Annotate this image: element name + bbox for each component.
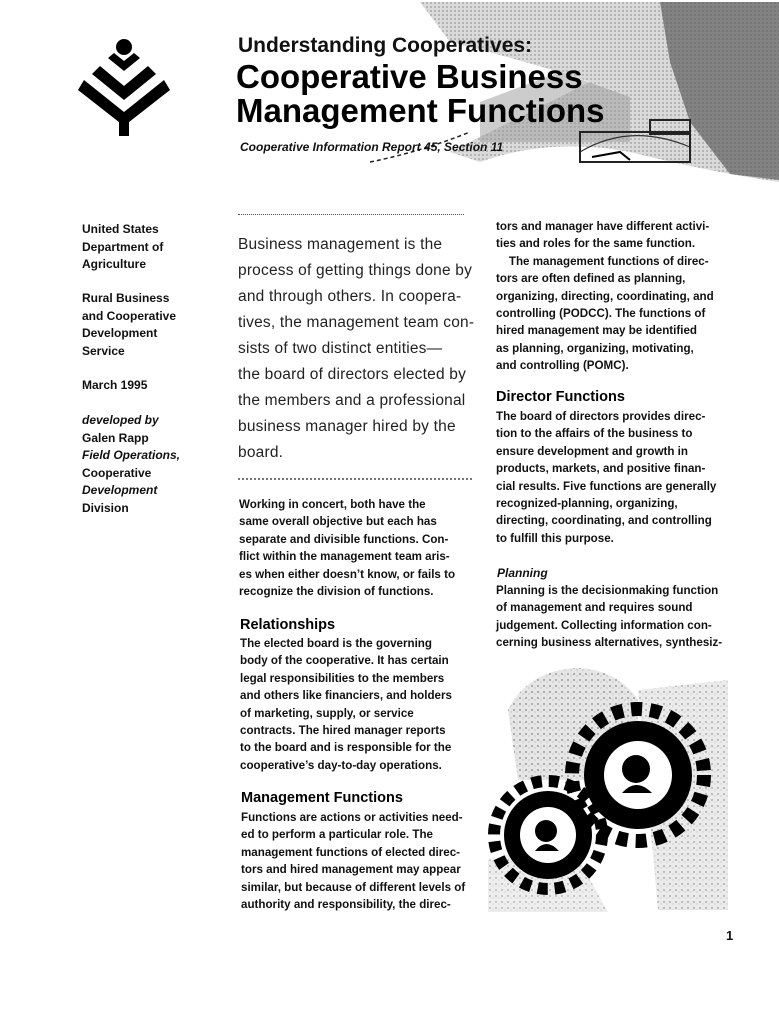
- concert-paragraph: [239, 496, 455, 600]
- title-line-1: Cooperative Business: [236, 58, 583, 95]
- body-line: tors and hired management may appear: [241, 863, 461, 877]
- body-line: products, markets, and positive finan-: [496, 462, 706, 476]
- report-series-title: Understanding Cooperatives:: [238, 34, 533, 57]
- body-line: recognized-planning, organizing,: [496, 497, 678, 511]
- body-line: The management functions of direc-: [496, 254, 709, 268]
- body-line: separate and divisible functions. Con-: [239, 532, 449, 546]
- agency-line: Agriculture: [82, 257, 147, 271]
- body-line: es when either doesn’t know, or fails to: [239, 567, 456, 581]
- body-line: legal responsibilities to the members: [240, 671, 445, 685]
- body-line: contracts. The hired manager reports: [240, 724, 446, 738]
- agency-block: [82, 221, 212, 274]
- intro-line: the board of directors elected by: [238, 366, 467, 383]
- body-line: management functions of elected direc-: [241, 845, 461, 859]
- body-line: cial results. Five functions are generally: [496, 479, 717, 493]
- usda-logo-icon: [78, 38, 170, 138]
- intro-paragraph: [238, 232, 475, 466]
- body-line: The elected board is the governing: [240, 637, 432, 650]
- service-line: Service: [82, 343, 125, 358]
- body-line: directing, coordinating, and controlling: [496, 514, 712, 528]
- intro-line: business manager hired by the: [238, 418, 456, 435]
- author-name: Galen Rapp: [82, 430, 149, 445]
- body-line: tors and manager have different activi-: [496, 220, 710, 233]
- body-line: tion to the affairs of the business to: [496, 427, 693, 441]
- body-line: of marketing, supply, or service: [240, 706, 414, 720]
- body-line: ed to perform a particular role. The: [241, 828, 433, 842]
- relationships-paragraph: [240, 635, 452, 774]
- body-line: cooperative’s day-to-day operations.: [240, 758, 442, 772]
- intro-line: the members and a professional: [238, 392, 466, 409]
- director-functions-paragraph: [496, 408, 716, 547]
- body-line: recognize the division of functions.: [239, 585, 434, 599]
- service-line: Development: [82, 326, 158, 340]
- director-functions-heading: Director Functions: [496, 389, 625, 405]
- page-title: [236, 60, 605, 128]
- body-line: to fulfill this purpose.: [496, 531, 614, 545]
- body-line: and controlling (POMC).: [496, 359, 629, 373]
- planning-paragraph: [496, 582, 722, 652]
- body-line: Planning is the decisionmaking function: [496, 584, 719, 597]
- body-line: hired management may be identified: [496, 324, 698, 338]
- agency-line: Department of: [82, 239, 164, 254]
- body-line: The board of directors provides direc-: [496, 410, 706, 423]
- division-line: Cooperative: [82, 465, 152, 480]
- intro-line: board.: [238, 444, 284, 461]
- body-line: Working in concert, both have the: [239, 498, 426, 511]
- relationships-heading: Relationships: [240, 617, 336, 633]
- body-line: judgement. Collecting information con-: [496, 618, 712, 632]
- page-number: 1: [726, 928, 734, 943]
- body-line: of management and requires sound: [496, 601, 693, 615]
- body-line: ties and roles for the same function.: [496, 237, 696, 251]
- service-line: and Cooperative: [82, 308, 177, 323]
- planning-heading: Planning: [497, 566, 548, 580]
- top-divider: [238, 214, 464, 215]
- body-line: and others like financiers, and holders: [240, 689, 452, 703]
- intro-line: Business management is the: [238, 236, 443, 253]
- report-subtitle: Cooperative Information Report 45, Section 11: [240, 140, 504, 154]
- publication-date: March 1995: [82, 378, 148, 392]
- intro-line: sists of two distinct entities—: [238, 340, 443, 357]
- body-line: same overall objective but each has: [239, 515, 437, 529]
- body-line: organizing, directing, coordinating, and: [496, 289, 714, 303]
- service-line: Rural Business: [82, 291, 170, 305]
- body-line: authority and responsibility, the direc-: [241, 898, 451, 912]
- intro-line: process of getting things done by: [238, 262, 473, 279]
- body-line: ensure development and growth in: [496, 444, 688, 458]
- developed-by-label: developed by: [82, 413, 159, 427]
- body-line: to the board and is responsible for the: [240, 741, 452, 755]
- roles-paragraph: [496, 218, 714, 375]
- service-block: [82, 290, 212, 360]
- body-line: similar, but because of different levels of: [241, 880, 466, 894]
- division-line: Field Operations,: [82, 448, 181, 462]
- intro-line: and through others. In coopera-: [238, 288, 462, 305]
- body-line: cerning business alternatives, synthesiz-: [496, 636, 723, 650]
- division-line: Division: [82, 500, 129, 515]
- agency-line: United States: [82, 222, 159, 236]
- title-line-2: Management Functions: [236, 92, 605, 129]
- management-functions-heading: Management Functions: [241, 790, 403, 806]
- author-block: [82, 412, 212, 517]
- body-line: Functions are actions or activities need-: [241, 811, 463, 824]
- management-functions-paragraph: [241, 809, 465, 913]
- gears-illustration: [488, 660, 728, 912]
- body-line: as planning, organizing, motivating,: [496, 341, 694, 355]
- intro-line: tives, the management team con-: [238, 314, 475, 331]
- division-line: Development: [82, 483, 158, 497]
- body-line: controlling (PODCC). The functions of: [496, 307, 706, 321]
- body-line: tors are often defined as planning,: [496, 272, 686, 286]
- body-line: body of the cooperative. It has certain: [240, 654, 449, 668]
- body-line: flict within the management team aris-: [239, 550, 450, 564]
- intro-divider: [238, 478, 472, 480]
